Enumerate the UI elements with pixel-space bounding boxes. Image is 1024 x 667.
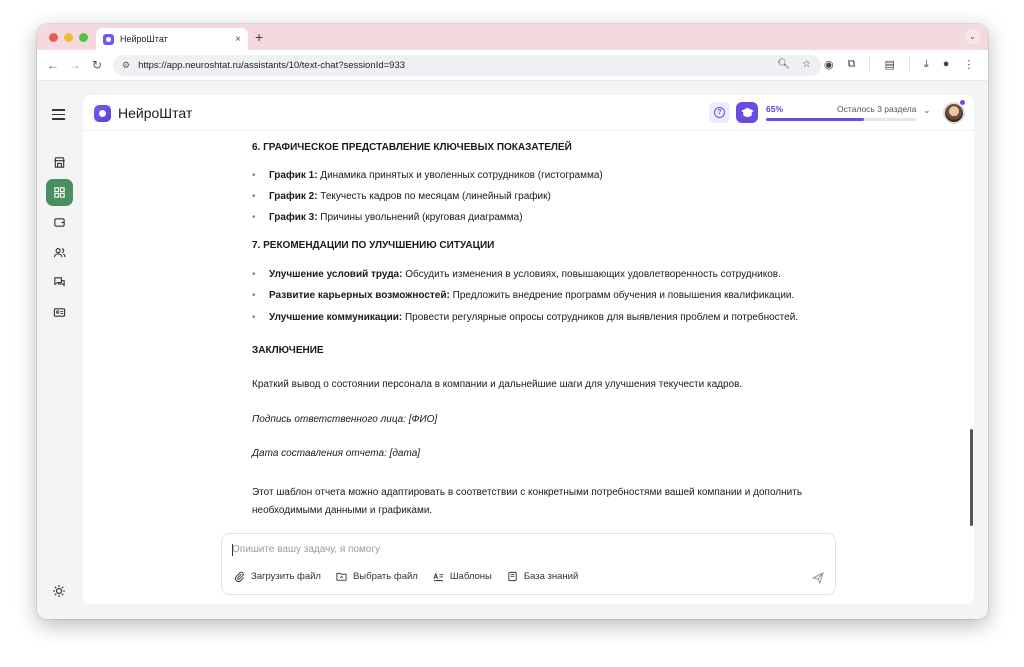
progress-bar-fill	[766, 118, 864, 121]
closing-text: необходимыми данными и графиками.	[252, 505, 433, 516]
section-heading: 7. РЕКОМЕНДАЦИИ ПО УЛУЧШЕНИЮ СИТУАЦИИ	[252, 240, 495, 251]
folder-icon	[336, 571, 347, 582]
zoom-icon[interactable]: 🔍︎	[777, 59, 791, 70]
store-icon	[53, 156, 66, 169]
message-input[interactable]	[232, 544, 792, 555]
profile-icon[interactable]: ●	[942, 58, 950, 70]
list-item: • График 3: Причины увольнений (круговая диаграмма)	[269, 211, 523, 224]
app	[37, 81, 988, 619]
extension-bar	[824, 57, 974, 71]
site-settings-icon[interactable]: ⚙	[122, 60, 131, 70]
sidebar-item-store[interactable]	[46, 149, 73, 176]
close-window-button[interactable]	[49, 33, 58, 42]
date-line: Дата составления отчета: [дата]	[252, 448, 421, 459]
text-template-icon	[433, 571, 444, 582]
closing-text: Этот шаблон отчета можно адаптировать в соответствии с конкретными потребностями вашей компании и дополнить	[252, 487, 803, 498]
forward-arrow-icon[interactable]: →	[69, 58, 81, 72]
toolbar-divider	[869, 57, 870, 71]
extension-icon[interactable]: ◉	[824, 58, 834, 71]
message-composer	[221, 533, 836, 595]
browser-menu-icon[interactable]: ⋮	[963, 58, 975, 71]
list-item: • График 2: Текучесть кадров по месяцам (линейный график)	[269, 190, 551, 203]
upload-file-button[interactable]	[234, 571, 321, 582]
notification-dot	[959, 99, 966, 106]
templates-button[interactable]	[433, 571, 492, 582]
composer-actions	[234, 571, 578, 582]
download-icon[interactable]: ⤓	[923, 57, 929, 70]
browser-window	[37, 24, 988, 619]
help-button[interactable]	[709, 102, 730, 123]
sidebar	[37, 81, 83, 619]
maximize-window-button[interactable]	[79, 33, 88, 42]
knowledge-base-button[interactable]	[507, 571, 578, 582]
reload-icon[interactable]: ↻	[92, 58, 103, 72]
app-logo[interactable]	[94, 105, 111, 122]
question-icon: ?	[714, 107, 725, 118]
conclusion-text: Краткий вывод о состоянии персонала в компании и дальнейшие шаги для улучшения текучести кадров.	[252, 379, 743, 390]
sun-icon	[52, 584, 66, 598]
puzzle-icon[interactable]: ⧉	[847, 57, 856, 70]
choose-file-button[interactable]	[336, 571, 418, 582]
bookmark-star-icon[interactable]: ☆	[802, 59, 811, 70]
address-bar[interactable]	[113, 55, 821, 76]
new-tab-button[interactable]: +	[255, 29, 264, 45]
paperclip-icon	[234, 571, 245, 582]
list-item: • График 1: Динамика принятых и уволенных сотрудников (гистограмма)	[269, 169, 603, 182]
sidebar-item-wallet[interactable]	[46, 209, 73, 236]
window-controls	[49, 33, 88, 42]
sidebar-item-users[interactable]	[46, 239, 73, 266]
book-icon	[507, 571, 518, 582]
users-icon	[53, 246, 66, 259]
browser-toolbar	[37, 50, 988, 81]
minimize-window-button[interactable]	[64, 33, 73, 42]
tab-strip	[37, 24, 988, 50]
progress-percent: 65%	[766, 104, 784, 114]
back-arrow-icon[interactable]: ←	[47, 58, 59, 72]
chevron-down-icon[interactable]: ⌄	[923, 105, 931, 115]
tab-search-button[interactable]: ⌄	[965, 29, 980, 44]
reading-list-icon[interactable]: ▤	[884, 58, 895, 71]
list-item: • Улучшение условий труда: Обсудить изменения в условиях, повышающих удовлетворенность сотрудников.	[269, 268, 781, 281]
scrollbar-thumb[interactable]	[970, 429, 973, 526]
grid-icon	[53, 186, 66, 199]
send-button[interactable]	[812, 571, 824, 589]
site-favicon-icon	[103, 34, 114, 45]
chat-icon	[53, 276, 66, 289]
id-card-icon	[53, 306, 66, 319]
app-header	[83, 95, 974, 131]
progress-remaining: Осталось 3 раздела	[837, 104, 917, 114]
tab-close-icon[interactable]: ×	[235, 33, 241, 45]
sidebar-item-chat[interactable]	[46, 269, 73, 296]
knowledge-base-label: База знаний	[523, 571, 579, 582]
url-text: https://app.neuroshtat.ru/assistants/10/text-chat?sessionId=933	[138, 60, 406, 71]
theme-toggle-button[interactable]	[52, 584, 66, 603]
choose-file-label: Выбрать файл	[352, 571, 418, 582]
toolbar-divider	[909, 57, 910, 71]
wallet-icon	[53, 216, 66, 229]
templates-label: Шаблоны	[449, 571, 492, 582]
brand-name: НейроШтат	[118, 105, 193, 121]
section-heading: 6. ГРАФИЧЕСКОЕ ПРЕДСТАВЛЕНИЕ КЛЮЧЕВЫХ ПОКАЗАТЕЛЕЙ	[252, 142, 572, 153]
signature-line: Подпись ответственного лица: [ФИО]	[252, 414, 438, 425]
browser-tab[interactable]	[96, 28, 248, 50]
sidebar-item-dashboard[interactable]	[46, 179, 73, 206]
chat-content	[83, 131, 974, 526]
send-icon	[812, 572, 824, 584]
upload-file-label: Загрузить файл	[251, 571, 321, 582]
text-caret	[232, 544, 233, 556]
hamburger-menu-icon[interactable]	[52, 109, 65, 123]
sidebar-item-id-card[interactable]	[46, 299, 73, 326]
tab-title: НейроШтат	[120, 34, 168, 44]
main-panel	[83, 95, 974, 604]
section-heading: ЗАКЛЮЧЕНИЕ	[252, 345, 324, 356]
learning-button[interactable]	[736, 102, 758, 123]
list-item: • Развитие карьерных возможностей: Предложить внедрение программ обучения и повышения квалификации.	[269, 289, 794, 302]
graduation-cap-icon	[741, 107, 754, 118]
progress-bar	[766, 118, 916, 121]
list-item: • Улучшение коммуникации: Провести регулярные опросы сотрудников для выявления проблем и потребностей.	[269, 311, 798, 324]
